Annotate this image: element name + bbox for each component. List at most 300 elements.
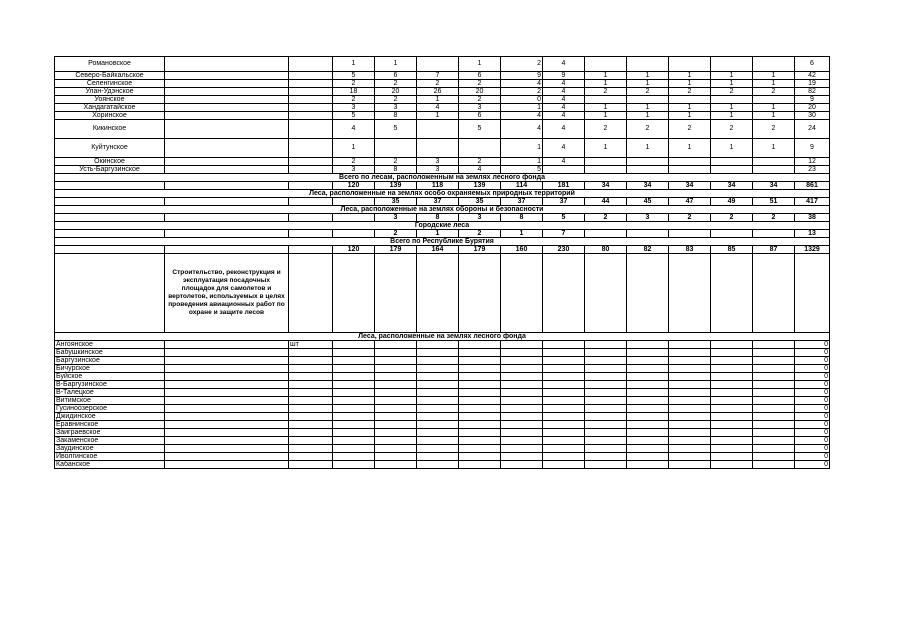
unit-cell [289,461,333,469]
table-cell [543,357,585,365]
table-cell [669,461,711,469]
table-cell [333,453,375,461]
table-cell [289,57,333,72]
table-cell [289,104,333,112]
summary-cell: 230 [543,246,585,254]
summary-row [55,230,830,238]
section-header-row [55,238,830,246]
table-cell [627,254,669,333]
summary-cell [711,230,753,238]
table-cell: 7 [417,72,459,80]
table-cell [753,381,795,389]
total-cell: 0 [795,373,830,381]
table-cell [459,365,501,373]
summary-cell [585,230,627,238]
table-cell: 9 [795,96,830,104]
summary-cell: 49 [711,198,753,206]
table-cell [543,413,585,421]
table-cell: 3 [459,104,501,112]
table-cell [375,421,417,429]
table-cell: 2 [501,57,543,72]
table-cell [711,389,753,397]
table-cell: 1 [627,112,669,120]
summary-cell: 2 [669,214,711,222]
table-cell: 1 [753,80,795,88]
summary-cell [289,198,333,206]
table-cell [501,349,543,357]
table-cell [501,429,543,437]
table-cell: 4 [501,120,543,139]
table-cell [165,397,289,405]
table-row [55,365,830,373]
table-cell [585,413,627,421]
table-cell [627,429,669,437]
table-cell [501,365,543,373]
table-cell [753,365,795,373]
table-row [55,461,830,469]
table-cell: 24 [795,120,830,139]
summary-cell: 3 [375,214,417,222]
table-cell [165,437,289,445]
table-cell [669,166,711,174]
table-cell [543,166,585,174]
table-cell [417,453,459,461]
table-cell [459,405,501,413]
table-cell [543,365,585,373]
table-cell: 2 [333,96,375,104]
table-cell [711,453,753,461]
table-cell [585,254,627,333]
district-name: Улан-Удэнское [55,88,165,96]
table-cell [543,389,585,397]
table-cell: 1 [711,139,753,158]
table-cell [627,373,669,381]
table-cell [417,445,459,453]
district-name: Кабанское [55,461,165,469]
table-cell [165,421,289,429]
table-row [55,88,830,96]
summary-cell: 38 [795,214,830,222]
summary-cell [289,214,333,222]
section-header-row [55,222,830,230]
total-cell: 0 [795,413,830,421]
district-name: Ангоянское [55,341,165,349]
section-title: Городские леса [55,222,830,230]
table-cell: 1 [585,72,627,80]
summary-cell: 139 [375,182,417,190]
district-name: Бичурское [55,365,165,373]
table-cell [627,365,669,373]
table-cell [585,357,627,365]
table-cell: 5 [459,120,501,139]
summary-cell: 120 [333,246,375,254]
table-cell [333,429,375,437]
table-cell [333,461,375,469]
table-cell: 2 [333,158,375,166]
unit-cell [289,437,333,445]
table-cell [501,461,543,469]
table-cell: 4 [543,139,585,158]
table-cell: 2 [627,120,669,139]
table-cell: 6 [795,57,830,72]
table-cell [669,429,711,437]
table-cell: 1 [501,139,543,158]
table-cell [165,373,289,381]
table-cell [711,341,753,349]
district-name: Витимское [55,397,165,405]
table-cell [585,429,627,437]
table-cell [333,397,375,405]
table-cell [669,373,711,381]
table-cell [333,381,375,389]
summary-cell [627,230,669,238]
table-cell: 12 [795,158,830,166]
table-cell [795,254,830,333]
table-cell [669,397,711,405]
table-cell [543,254,585,333]
table-cell [333,421,375,429]
table-cell: 18 [333,88,375,96]
summary-cell [289,230,333,238]
table-cell [711,166,753,174]
table-cell [333,437,375,445]
table-cell: 4 [543,88,585,96]
table-cell [711,57,753,72]
total-cell: 0 [795,357,830,365]
table-cell [501,445,543,453]
table-cell: 42 [795,72,830,80]
table-cell: 1 [711,112,753,120]
unit-cell [289,349,333,357]
table-cell [501,453,543,461]
district-name: Закаменское [55,437,165,445]
summary-cell: 118 [417,182,459,190]
summary-cell: 1329 [795,246,830,254]
summary-cell: 179 [375,246,417,254]
table-row [55,112,830,120]
table-cell [165,389,289,397]
table-cell [627,421,669,429]
table-cell: 1 [417,96,459,104]
table-cell [55,230,165,238]
table-cell [165,166,289,174]
table-cell [585,96,627,104]
table-cell [711,349,753,357]
table-cell: 1 [585,139,627,158]
section-header-row [55,190,830,198]
summary-cell: 2 [459,230,501,238]
summary-cell [165,182,289,190]
table-cell [753,437,795,445]
table-cell [501,357,543,365]
table-cell [375,429,417,437]
table-cell [289,120,333,139]
district-name: Гусиноозерское [55,405,165,413]
table-cell [501,389,543,397]
table-cell [753,57,795,72]
table-cell [289,166,333,174]
table-cell [753,445,795,453]
table-cell [753,397,795,405]
table-cell [459,357,501,365]
summary-cell [333,230,375,238]
table-cell [627,397,669,405]
table-cell [585,437,627,445]
table-cell [417,341,459,349]
table-cell [55,254,165,333]
table-cell [417,389,459,397]
table-cell [165,139,289,158]
total-cell: 0 [795,461,830,469]
table-cell [165,365,289,373]
table-row [55,80,830,88]
district-name: Бабушкинское [55,349,165,357]
table-cell [543,421,585,429]
table-cell [711,254,753,333]
table-cell [627,158,669,166]
table-cell [417,381,459,389]
table-cell [333,389,375,397]
table-cell: 5 [501,166,543,174]
summary-cell: 164 [417,246,459,254]
table-cell [543,461,585,469]
table-cell [627,166,669,174]
table-cell [459,254,501,333]
table-row [55,341,830,349]
table-cell [711,429,753,437]
table-cell [585,381,627,389]
table-row [55,421,830,429]
table-cell [585,166,627,174]
table-cell [459,389,501,397]
table-cell: 9 [795,139,830,158]
summary-cell: 861 [795,182,830,190]
table-cell: 1 [669,139,711,158]
table-cell [459,461,501,469]
table-cell [165,112,289,120]
summary-cell: 120 [333,182,375,190]
summary-cell [165,246,289,254]
table-cell [627,461,669,469]
table-cell: 2 [459,80,501,88]
table-cell [711,357,753,365]
table-cell [543,349,585,357]
table-cell [669,453,711,461]
summary-cell: 179 [459,246,501,254]
summary-cell: 35 [375,198,417,206]
total-cell: 0 [795,349,830,357]
table-cell [165,72,289,80]
table-cell [543,397,585,405]
summary-cell [165,230,289,238]
table-cell [165,445,289,453]
table-cell: 1 [585,112,627,120]
table-cell: 1 [627,80,669,88]
summary-cell [333,198,375,206]
table-cell: 1 [333,139,375,158]
table-cell [501,373,543,381]
table-cell [417,461,459,469]
table-cell [753,453,795,461]
table-cell [627,357,669,365]
section-header-row [55,333,830,341]
table-cell [669,96,711,104]
table-cell: 4 [417,104,459,112]
table-cell: 2 [585,88,627,96]
table-cell [585,453,627,461]
table-cell: 4 [543,112,585,120]
total-cell: 0 [795,341,830,349]
district-name: Еравнинское [55,421,165,429]
summary-cell: 51 [753,198,795,206]
table-cell [501,421,543,429]
table-cell [165,57,289,72]
table-cell [459,445,501,453]
table-cell [417,405,459,413]
summary-cell: 8 [501,214,543,222]
table-cell [711,445,753,453]
table-cell: 4 [543,158,585,166]
table-cell [753,389,795,397]
total-cell: 0 [795,397,830,405]
table-cell [585,373,627,381]
district-name: Хандагатайское [55,104,165,112]
summary-cell: 87 [753,246,795,254]
district-name: В-Баргузинское [55,381,165,389]
table-cell [753,96,795,104]
table-row [55,104,830,112]
table-cell [289,80,333,88]
table-cell [585,57,627,72]
table-cell [585,421,627,429]
table-cell [165,413,289,421]
table-cell [375,254,417,333]
table-cell [669,405,711,413]
summary-cell [165,214,289,222]
summary-cell: 1 [417,230,459,238]
table-cell [333,373,375,381]
district-name: Баргузинское [55,357,165,365]
table-cell [753,166,795,174]
table-cell [543,453,585,461]
table-cell [753,461,795,469]
table-cell [333,405,375,413]
summary-cell: 1 [501,230,543,238]
forestry-table [54,56,830,469]
table-cell [417,120,459,139]
table-cell: 6 [459,72,501,80]
table-cell [753,413,795,421]
summary-cell: 82 [627,246,669,254]
table-cell: 1 [669,104,711,112]
table-row [55,357,830,365]
table-cell [165,96,289,104]
activity-description: Строительство, реконструкция и эксплуатация посадочных площадок для самолетов и вертолетов, используемых в целях проведения авиационных работ по охране и защите лесов [165,254,289,333]
table-cell: 1 [669,72,711,80]
district-name: Романовское [55,57,165,72]
table-cell [543,373,585,381]
table-cell [417,139,459,158]
total-cell: 0 [795,421,830,429]
table-cell [627,445,669,453]
table-cell: 1 [711,72,753,80]
unit-cell [289,421,333,429]
table-cell: 2 [333,80,375,88]
table-cell: 4 [543,104,585,112]
table-cell: 82 [795,88,830,96]
table-cell [289,72,333,80]
table-cell: 26 [417,88,459,96]
table-cell [753,405,795,413]
table-cell [375,445,417,453]
table-cell [711,158,753,166]
table-cell [627,341,669,349]
summary-cell: 83 [669,246,711,254]
table-cell [417,429,459,437]
table-cell: 20 [459,88,501,96]
table-cell: 2 [669,120,711,139]
table-cell [459,349,501,357]
summary-cell: 5 [543,214,585,222]
table-cell [669,349,711,357]
table-cell [669,365,711,373]
table-cell [289,158,333,166]
table-cell [711,397,753,405]
table-cell [333,254,375,333]
table-cell [501,254,543,333]
table-cell [459,373,501,381]
table-cell [165,349,289,357]
table-row [55,120,830,139]
summary-cell: 3 [459,214,501,222]
table-cell [753,373,795,381]
table-cell [669,341,711,349]
district-name: Кикинское [55,120,165,139]
table-cell [165,405,289,413]
table-cell [165,461,289,469]
table-cell [585,461,627,469]
unit-cell: шт [289,341,333,349]
table-cell: 2 [753,120,795,139]
table-cell [501,397,543,405]
table-cell [333,349,375,357]
table-cell [753,254,795,333]
table-cell: 8 [375,112,417,120]
table-cell [543,429,585,437]
total-cell: 0 [795,405,830,413]
table-cell [711,373,753,381]
table-cell [375,453,417,461]
summary-cell: 417 [795,198,830,206]
district-name: Джидинское [55,413,165,421]
summary-cell: 181 [543,182,585,190]
table-cell [711,413,753,421]
table-cell [417,357,459,365]
table-cell [543,445,585,453]
table-cell: 4 [543,96,585,104]
table-cell [165,104,289,112]
district-name: Заиграевское [55,429,165,437]
table-cell: 6 [459,112,501,120]
table-cell [711,421,753,429]
table-cell [711,381,753,389]
table-cell [753,357,795,365]
table-cell [501,437,543,445]
table-cell [165,120,289,139]
summary-cell: 3 [627,214,669,222]
summary-row [55,198,830,206]
table-cell [55,182,165,190]
